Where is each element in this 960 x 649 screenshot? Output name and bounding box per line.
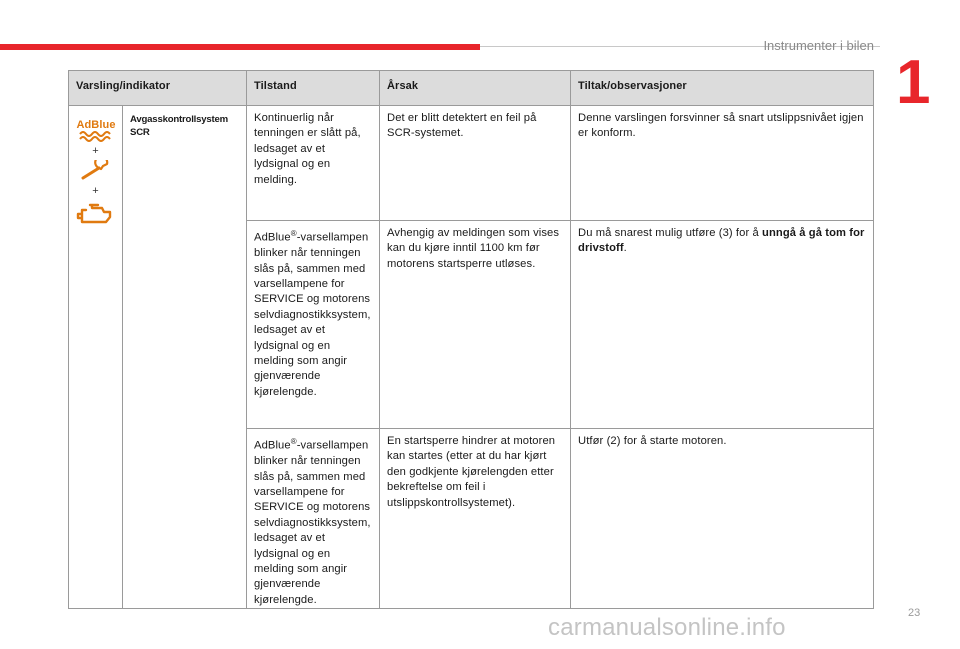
- state-text: -varsellampen blinker når tenningen slås på, sammen med varsellampene for SERVICE og motorens selvdiagnostikksystem, ledsaget av et lydsignal og en melding som angir gjenværende kjørelengde.: [254, 231, 371, 398]
- indicator-icons-cell: [69, 106, 123, 609]
- table-header-row: [69, 71, 874, 106]
- warning-table: [68, 70, 874, 609]
- row-3-state: [247, 429, 380, 609]
- column-header-state: Tilstand: [247, 71, 380, 106]
- adblue-text: AdBlue: [254, 439, 291, 452]
- row-1-cause: Det er blitt detektert en feil på SCR-systemet.: [380, 106, 571, 221]
- registered-mark: ®: [290, 229, 297, 238]
- action-suffix: .: [623, 242, 627, 255]
- row-2-state: [247, 221, 380, 429]
- row-1-state: Kontinuerlig når tenningen er slått på, ledsaget av et lydsignal og en melding.: [247, 106, 380, 221]
- action-text: Du må snarest mulig utføre (3) for å: [578, 227, 763, 239]
- row-1-action: Denne varslingen forsvinner så snart utslippsnivået igjen er konform.: [571, 106, 874, 221]
- accent-bar: [0, 44, 480, 50]
- plus-sign: +: [92, 145, 99, 157]
- registered-mark: ®: [290, 437, 297, 446]
- column-header-cause: Årsak: [380, 71, 571, 106]
- page-number: 23: [908, 607, 921, 619]
- indicator-name: Avgasskontrollsystem SCR: [123, 106, 247, 609]
- column-header-action: Tiltak/observasjoner: [571, 71, 874, 106]
- watermark: carmanualsonline.info: [548, 614, 786, 641]
- table-row: [69, 106, 874, 221]
- plus-sign: +: [92, 185, 99, 197]
- column-header-indicator: Varsling/indikator: [69, 71, 247, 106]
- adblue-text: AdBlue: [254, 231, 291, 244]
- chapter-number: 1: [896, 48, 931, 117]
- section-title: Instrumenter i bilen: [763, 38, 874, 53]
- row-3-cause: En startsperre hindrer at motoren kan startes (etter at du har kjørt den godkjente kjørelengden etter bekreftelse om feil i utslippskontrollsystemet).: [380, 429, 571, 609]
- row-2-action: [571, 221, 874, 429]
- wrench-icon: [79, 160, 113, 182]
- adblue-icon: [76, 116, 116, 142]
- engine-icon: [76, 200, 116, 228]
- state-text: -varsellampen blinker når tenningen slås på, sammen med varsellampene for SERVICE og motorens selvdiagnostikksystem, ledsaget av et lydsignal og en melding som angir gjenværende kjørelengde.: [254, 439, 371, 606]
- row-3-action: Utfør (2) for å starte motoren.: [571, 429, 874, 609]
- action-emphasis: unngå å gå tom for drivstoff: [578, 227, 865, 255]
- row-2-cause: Avhengig av meldingen som vises kan du kjøre inntil 1100 km før motorens startsperre utløses.: [380, 221, 571, 429]
- adblue-label: AdBlue: [75, 119, 116, 131]
